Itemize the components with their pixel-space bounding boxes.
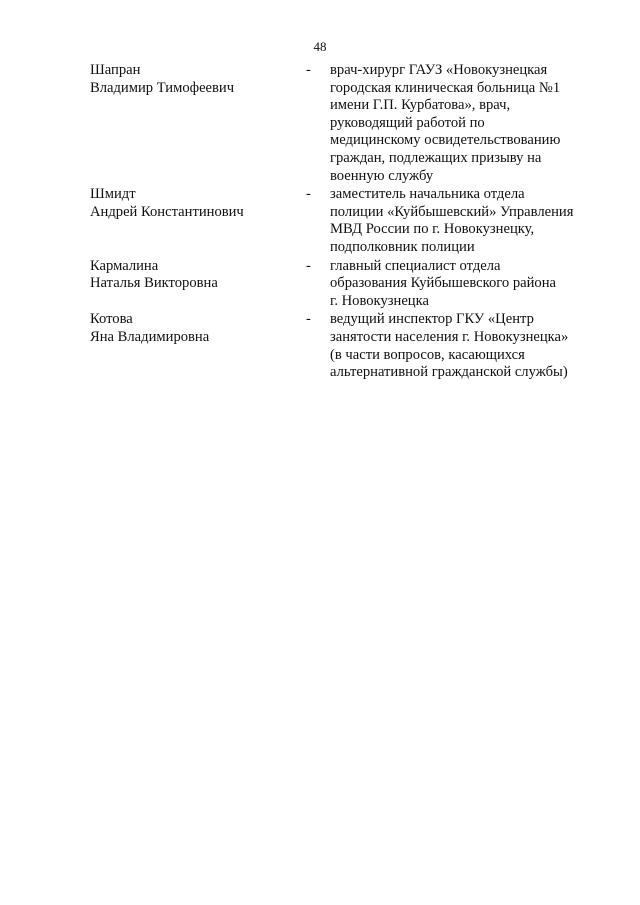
member-list	[90, 62, 600, 383]
position-line: заместитель начальника отдела	[330, 186, 525, 203]
member-surname: Котова	[90, 311, 133, 328]
position-line: медицинскому освидетельствованию	[330, 132, 561, 149]
page-number: 48	[313, 39, 327, 54]
separator-dash: -	[306, 62, 311, 78]
member-given-names: Андрей Константинович	[90, 203, 244, 220]
member-position	[330, 62, 598, 185]
member-position	[330, 258, 598, 311]
separator-dash: -	[306, 311, 311, 328]
member-name	[90, 186, 306, 256]
position-line: главный специалист отдела	[330, 257, 501, 274]
position-line: образования Куйбышевского района	[330, 275, 556, 292]
member-given-names: Наталья Викторовна	[90, 275, 218, 292]
member-surname: Шапран	[90, 62, 141, 78]
member-name	[90, 311, 306, 381]
member-entry	[90, 62, 600, 185]
position-line: г. Новокузнецка	[330, 292, 429, 309]
position-line: ведущий инспектор ГКУ «Центр	[330, 311, 534, 328]
position-line: врач-хирург ГАУЗ «Новокузнецкая	[330, 62, 548, 78]
position-line: подполковник полиции	[330, 238, 475, 255]
member-position	[330, 311, 598, 381]
member-name	[90, 258, 306, 311]
member-position	[330, 186, 598, 256]
position-line: полиции «Куйбышевский» Управления	[330, 203, 574, 220]
position-line: городская клиническая больница №1	[330, 79, 561, 96]
member-surname: Кармалина	[90, 257, 159, 274]
member-entry	[90, 258, 600, 311]
position-line: МВД России по г. Новокузнецку,	[330, 221, 535, 238]
member-given-names: Владимир Тимофеевич	[90, 79, 235, 96]
separator-dash: -	[306, 257, 311, 274]
member-given-names: Яна Владимировна	[90, 328, 210, 345]
separator-dash: -	[306, 186, 311, 203]
member-entry	[90, 186, 600, 256]
position-line: альтернативной гражданской службы)	[330, 364, 568, 381]
position-line: руководящий работой по	[330, 114, 485, 131]
position-line: граждан, подлежащих призыву на	[330, 149, 542, 166]
position-line: занятости населения г. Новокузнецка»	[330, 328, 569, 345]
member-entry	[90, 311, 600, 381]
member-name	[90, 62, 306, 185]
position-line: военную службу	[330, 167, 434, 184]
position-line: (в части вопросов, касающихся	[330, 346, 525, 363]
position-line: имени Г.П. Курбатова», врач,	[330, 97, 511, 114]
member-surname: Шмидт	[90, 186, 136, 203]
